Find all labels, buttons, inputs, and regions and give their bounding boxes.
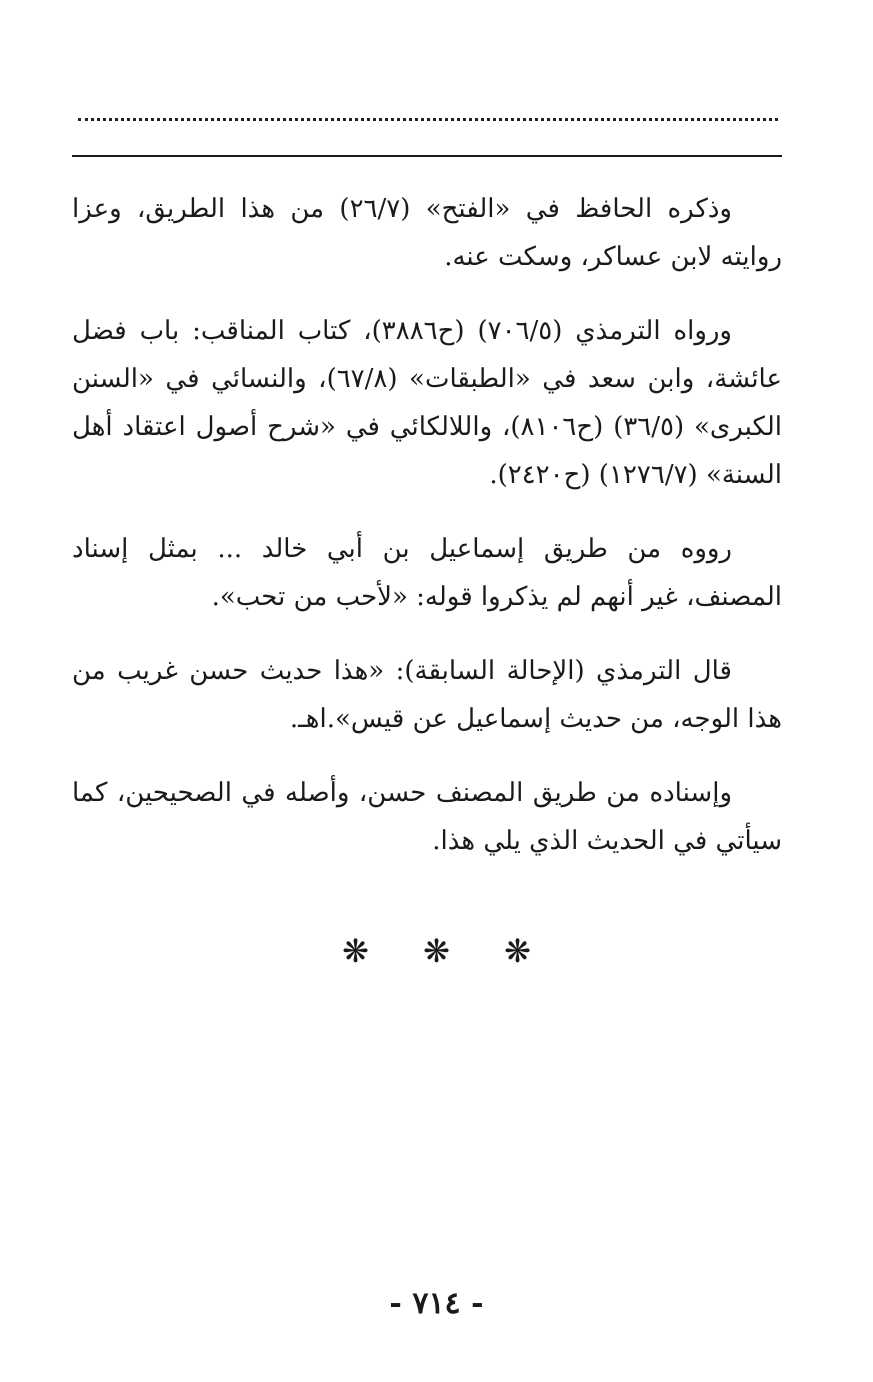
body-text	[72, 185, 782, 891]
dotted-separator-line	[78, 118, 778, 121]
paragraph-isnad-ruling: وإسناده من طريق المصنف حسن، وأصله في الصحيحين، كما سيأتي في الحديث الذي يلي هذا.	[72, 778, 782, 856]
paragraph-narration-path: رووه من طريق إسماعيل بن أبي خالد ... بمثل إسناد المصنف، غير أنهم لم يذكروا قوله: «لأحب من تحب».	[72, 534, 782, 612]
paragraph-tirmidhi-grading: قال الترمذي (الإحالة السابقة): «هذا حديث حسن غريب من هذا الوجه، من حديث إسماعيل عن قيس».اهـ.	[72, 656, 782, 734]
paragraph-tirmidhi-sources: ورواه الترمذي (٧٠٦/٥) (ح٣٨٨٦)، كتاب المناقب: باب فضل عائشة، وابن سعد في «الطبقات» (٦٧/٨)، والنسائي في «السنن الكبرى» (٣٦/٥) (ح٨١٠٦)، واللالكائي في «شرح أصول اعتقاد أهل السنة» (١٢٧٦/٧) (ح٢٤٢٠).	[72, 316, 782, 490]
star-ornament-icon: ❋	[423, 932, 450, 970]
star-ornament-icon: ❋	[342, 932, 369, 970]
footnote-rule	[72, 155, 782, 157]
section-separator-stars	[0, 932, 873, 970]
paragraph-fath-reference: وذكره الحافظ في «الفتح» (٢٦/٧) من هذا الطريق، وعزا روايته لابن عساكر، وسكت عنه.	[72, 194, 782, 272]
page-number: - ٧١٤ -	[389, 1286, 484, 1321]
star-ornament-icon: ❋	[504, 932, 531, 970]
